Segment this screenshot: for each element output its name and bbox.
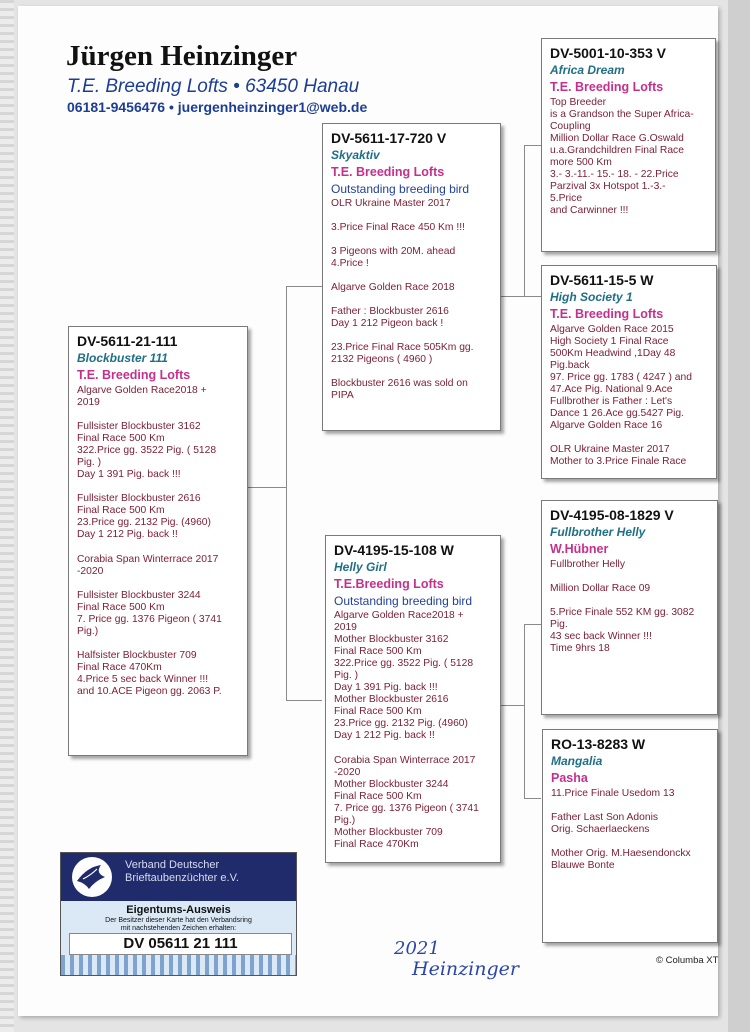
achievement-line: 97. Price gg. 1783 ( 4247 ) and [550, 372, 692, 384]
achievement-line: Mother Blockbuster 3162 [334, 634, 449, 646]
achievement-line: 7. Price gg. 1376 Pigeon ( 3741 [77, 613, 222, 625]
breeder-name: T.E.Breeding Lofts [334, 577, 444, 591]
achievement-line: 23.Price gg. 2132 Pig. (4960) [334, 718, 468, 730]
ring-number: RO-13-8283 W [551, 736, 646, 752]
breeder-name: Pasha [551, 771, 588, 785]
achievement-line: Halfsister Blockbuster 709 [77, 649, 197, 661]
card-pattern [61, 955, 296, 975]
pigeon-name: High Society 1 [550, 290, 633, 304]
pigeon-card [541, 265, 717, 479]
breeder-name: T.E. Breeding Lofts [550, 307, 664, 321]
achievement-line: Day 1 391 Pig. back !!! [77, 469, 181, 481]
achievement-line [331, 210, 492, 222]
achievement-list [550, 324, 708, 469]
achievement-line [551, 800, 709, 812]
achievement-line: Fullsister Blockbuster 3162 [77, 421, 201, 433]
achievement-line: 322.Price gg. 3522 Pig. ( 5128 [77, 445, 217, 457]
achievement-line: Fullbrother is Father : Let's [550, 396, 673, 408]
achievement-line [77, 481, 239, 493]
achievement-line: Million Dollar Race G.Oswald [550, 133, 684, 145]
achievement-line: Day 1 212 Pig. back !! [334, 730, 435, 742]
achievement-line: Orig. Schaerlaeckens [551, 824, 650, 836]
achievement-line: Blockbuster 2616 was sold on [331, 378, 468, 390]
achievement-line: 322.Price gg. 3522 Pig. ( 5128 [334, 658, 474, 670]
pigeon-name: Helly Girl [334, 560, 387, 574]
achievement-line: Fullbrother Helly [550, 559, 625, 570]
achievement-line: 3.- 3.-11.- 15.- 18. - 22.Price [550, 169, 679, 181]
achievement-line: Father : Blockbuster 2616 [331, 306, 449, 318]
ring-number: DV-4195-08-1829 V [550, 507, 674, 523]
achievement-line: 7. Price gg. 1376 Pigeon ( 3741 [334, 802, 479, 814]
binding-strip [0, 0, 14, 1032]
signature-name: Heinzinger [412, 958, 519, 980]
achievement-line: 2019 [77, 397, 100, 409]
contact-line: 06181-9456476 • juergenheinzinger1@web.de [67, 99, 368, 115]
connector-line [524, 296, 541, 297]
achievement-line: Million Dollar Race 09 [550, 583, 651, 595]
lofts-address: T.E. Breeding Lofts • 63450 Hanau [67, 76, 360, 97]
ownership-card [60, 852, 297, 976]
achievement-line [77, 638, 239, 650]
pigeon-card [541, 500, 718, 715]
achievement-line [77, 578, 239, 590]
achievement-line: 3.Price Final Race 450 Km !!! [331, 222, 465, 234]
achievement-line: Fullsister Blockbuster 3244 [77, 589, 201, 601]
achievement-line: Final Race 470Km [77, 661, 162, 673]
ring-number: DV-5611-15-5 W [550, 272, 654, 288]
achievement-line: Final Race 500 Km [334, 706, 422, 718]
achievement-line: Algarve Golden Race 2015 [550, 324, 674, 335]
achievement-line: and 10.ACE Pigeon gg. 2063 P. [77, 685, 222, 697]
tagline: Outstanding breeding bird [331, 182, 470, 196]
achievement-line: OLR Ukraine Master 2017 [550, 444, 670, 456]
club-header [61, 853, 296, 901]
connector-line [524, 798, 541, 799]
achievement-line: Final Race 470Km [334, 838, 419, 850]
achievement-line: PIPA [331, 390, 354, 402]
achievement-line [331, 294, 492, 306]
connector-line [501, 296, 524, 297]
achievement-line: Parzival 3x Hotspot 1.-3.- [550, 181, 666, 193]
achievement-line: Mother Orig. M.Haesendonckx [551, 848, 691, 860]
achievement-line: u.a.Grandchildren Final Race [550, 145, 684, 157]
breeder-name: T.E. Breeding Lofts [77, 368, 191, 382]
achievement-line: 47.Ace Pig. National 9.Ace [550, 384, 673, 396]
achievement-line: Mother Blockbuster 709 [334, 826, 443, 838]
connector-line [501, 705, 524, 706]
card-text: Der Besitzer dieser Karte hat den Verbandsring mit nachstehenden Zeichen erhalten: [105, 917, 252, 932]
achievement-line: Pig.) [77, 625, 99, 637]
breeder-name: T.E. Breeding Lofts [331, 165, 445, 179]
achievement-line: Algarve Golden Race2018 + [334, 610, 464, 621]
achievement-line: Mother Blockbuster 2616 [334, 694, 449, 706]
achievement-line: Final Race 500 Km [77, 433, 165, 445]
pigeon-name: Fullbrother Helly [550, 525, 646, 539]
achievement-line [331, 366, 492, 378]
achievement-list [77, 385, 239, 698]
achievement-line: Day 1 391 Pig. back !!! [334, 682, 438, 694]
achievement-line [550, 571, 709, 583]
achievement-line: Blauwe Bonte [551, 860, 615, 872]
achievement-list [334, 610, 492, 851]
card-title: Eigentums-Ausweis [126, 904, 231, 916]
pigeon-name: Mangalia [551, 754, 603, 768]
achievement-line: Algarve Golden Race 2018 [331, 282, 455, 294]
ring-number: DV-4195-15-108 W [334, 542, 454, 558]
page-edge [728, 0, 750, 1032]
achievement-line: Day 1 212 Pigeon back ! [331, 318, 444, 330]
achievement-line: Final Race 500 Km [77, 601, 165, 613]
achievement-list [550, 97, 707, 217]
connector-line [286, 286, 287, 700]
achievement-line: Corabia Span Winterrace 2017 [334, 754, 476, 766]
achievement-line: 23.Price Final Race 505Km gg. [331, 342, 474, 354]
pigeon-card [325, 535, 501, 863]
tagline: Outstanding breeding bird [334, 594, 473, 608]
achievement-line [77, 409, 239, 421]
achievement-line: High Society 1 Final Race [550, 336, 669, 348]
connector-line [248, 487, 286, 488]
achievement-line: Final Race 500 Km [334, 790, 422, 802]
achievement-line: 11.Price Finale Usedom 13 [551, 788, 675, 799]
ring-number: DV-5611-21-111 [77, 333, 178, 349]
connector-line [524, 145, 525, 297]
achievement-line: Pig.) [334, 814, 356, 826]
pigeon-name: Africa Dream [550, 63, 625, 77]
achievement-line: -2020 [77, 565, 104, 577]
connector-line [524, 624, 541, 625]
achievement-list [331, 198, 492, 403]
copyright: © Columba XT [656, 955, 719, 966]
connector-line [286, 286, 322, 287]
achievement-line: Corabia Span Winterrace 2017 [77, 553, 219, 565]
breeder-name: T.E. Breeding Lofts [550, 80, 664, 94]
breeder-name: W.Hübner [550, 542, 609, 556]
achievement-line: 5.Price [550, 193, 583, 205]
achievement-line [551, 836, 709, 848]
achievement-line: Dance 1 26.Ace gg.5427 Pig. [550, 408, 684, 420]
achievement-line: 500Km Headwind ,1Day 48 [550, 348, 676, 360]
achievement-line: 4.Price ! [331, 258, 369, 270]
achievement-line [331, 270, 492, 282]
achievement-line [550, 595, 709, 607]
signature-year: 2021 [394, 938, 440, 959]
achievement-line: Final Race 500 Km [77, 505, 165, 517]
achievement-line: Mother Blockbuster 3244 [334, 778, 449, 790]
ring-number: DV-5001-10-353 V [550, 45, 666, 61]
achievement-line: and Carwinner !!! [550, 205, 629, 217]
achievement-line: 2019 [334, 622, 357, 634]
achievement-line [331, 330, 492, 342]
achievement-line: Day 1 212 Pig. back !! [77, 529, 178, 541]
achievement-line: -2020 [334, 766, 361, 778]
achievement-line: Algarve Golden Race 16 [550, 420, 663, 432]
achievement-line: Final Race 500 Km [334, 646, 422, 658]
achievement-list [551, 788, 709, 872]
pigeon-logo-icon [67, 855, 117, 899]
ring-number: DV-5611-17-720 V [331, 130, 447, 146]
achievement-line: OLR Ukraine Master 2017 [331, 198, 451, 209]
achievement-line: is a Grandson the Super Africa- [550, 109, 694, 121]
achievement-line [550, 432, 708, 444]
club-org: Verband Deutscher Brieftaubenzüchter e.V. [125, 859, 239, 884]
achievement-line: 43 sec back Winner !!! [550, 631, 652, 643]
achievement-line: Pig. [550, 619, 568, 631]
pigeon-card [541, 38, 716, 252]
achievement-list [550, 559, 709, 655]
achievement-line: more 500 Km [550, 157, 612, 169]
pigeon-name: Skyaktiv [331, 148, 380, 162]
achievement-line: Fullsister Blockbuster 2616 [77, 493, 201, 505]
achievement-line: Time 9hrs 18 [550, 643, 610, 655]
achievement-line: 23.Price gg. 2132 Pig. (4960) [77, 517, 211, 529]
achievement-line [334, 743, 492, 755]
achievement-line: Pig.back [550, 360, 590, 372]
achievement-line: Pig. ) [334, 670, 359, 682]
achievement-line [77, 542, 239, 554]
pigeon-card [322, 123, 501, 431]
achievement-line: Mother to 3.Price Finale Race [550, 456, 687, 468]
achievement-line: 3 Pigeons with 20M. ahead [331, 246, 456, 258]
achievement-line: 4.Price 5 sec back Winner !!! [77, 673, 209, 685]
connector-line [524, 624, 525, 799]
connector-line [286, 700, 322, 701]
achievement-line: Coupling [550, 121, 591, 133]
achievement-line: Algarve Golden Race2018 + [77, 385, 207, 396]
achievement-line: Father Last Son Adonis [551, 812, 659, 824]
achievement-line [331, 234, 492, 246]
card-ring-number: DV 05611 21 111 [69, 933, 292, 955]
achievement-line: 5.Price Finale 552 KM gg. 3082 [550, 607, 695, 619]
achievement-line: Pig. ) [77, 457, 102, 469]
pigeon-card [68, 326, 248, 756]
owner-name: Jürgen Heinzinger [66, 40, 298, 72]
achievement-line: 2132 Pigeons ( 4960 ) [331, 354, 433, 366]
pigeon-name: Blockbuster 111 [77, 351, 168, 365]
connector-line [524, 145, 541, 146]
pigeon-card [542, 729, 718, 943]
achievement-line: Top Breeder [550, 97, 607, 108]
